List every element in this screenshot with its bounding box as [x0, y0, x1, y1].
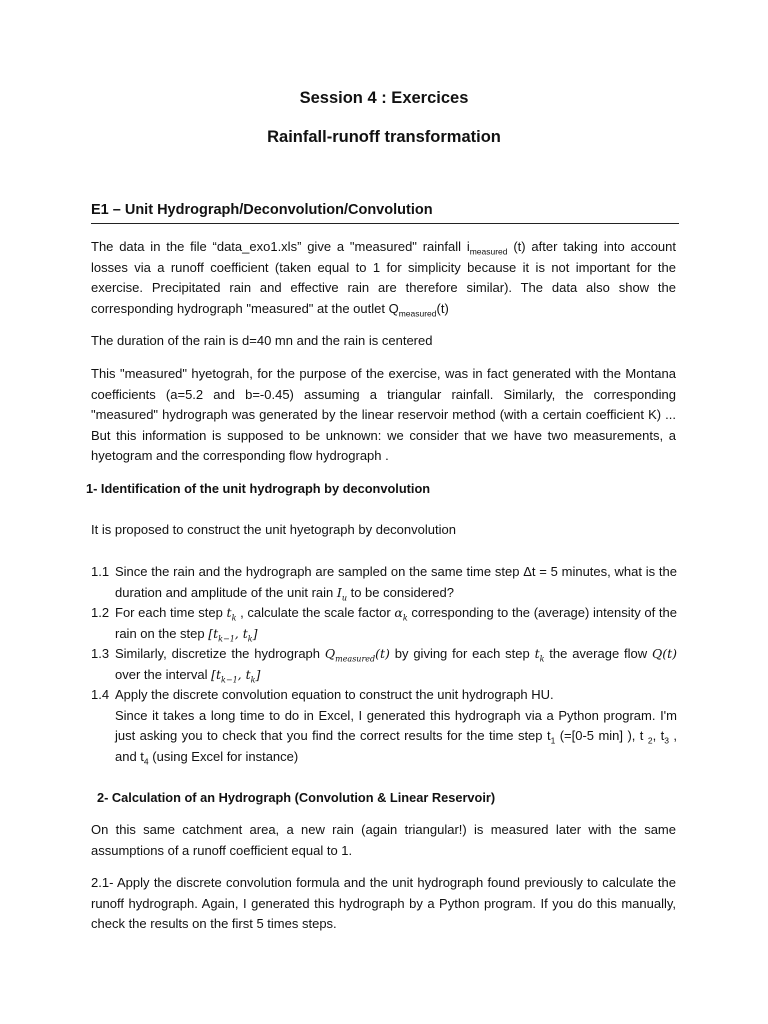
- text: over the interval: [115, 666, 212, 682]
- math-subscript: k: [402, 613, 408, 623]
- text: , t: [652, 728, 665, 744]
- question-1-2: [91, 603, 677, 644]
- document-subtitle: Rainfall-runoff transformation: [267, 128, 501, 146]
- section-heading-e1: E1 – Unit Hydrograph/Deconvolution/Convolution: [91, 202, 679, 224]
- math: , t: [237, 666, 251, 682]
- math: Q: [324, 646, 336, 661]
- math: I: [336, 584, 342, 600]
- math-subscript: k: [250, 675, 256, 685]
- text: For each time step: [115, 605, 227, 620]
- text: Apply the discrete convolution equation to construct the unit hydrograph HU.: [115, 687, 554, 702]
- question-1-4: [91, 685, 677, 767]
- text: The data in the file “data_exo1.xls” give a "measured" rainfall i: [91, 239, 470, 254]
- subscript: measured: [398, 308, 437, 319]
- math-subscript: k−1: [218, 634, 235, 644]
- question-1-1: [91, 562, 677, 603]
- math: t: [534, 646, 540, 661]
- part2-paragraph-2-1: 2.1- Apply the discrete convolution formula and the unit hydrograph found previously to calculate the runoff hydrograph. Again, I generated this hydrograph by a Python program. If you do this manually, check the results on the first 5 times steps.: [91, 875, 676, 932]
- text: by giving for each step: [389, 646, 535, 661]
- e1-paragraph-duration: The duration of the rain is d=40 mn and the rain is centered: [91, 333, 433, 348]
- math: [t: [208, 625, 219, 641]
- text: Since the rain and the hydrograph are sampled on the same time step Δt = 5 minutes, what is the duration and amplitude of the unit rain: [115, 564, 677, 600]
- subscript: 4: [143, 756, 149, 767]
- question-1-3: [91, 644, 677, 685]
- text: (t): [436, 300, 449, 316]
- e1-paragraph-data-file: [91, 237, 676, 319]
- math: , t: [234, 625, 248, 641]
- math-subscript: k: [539, 654, 545, 664]
- question-number: 1.2: [91, 605, 110, 620]
- document-title: Session 4 : Exercices: [299, 89, 469, 107]
- math-subscript: k−1: [221, 675, 238, 685]
- subscript: 2: [647, 735, 653, 746]
- question-number: 1.4: [91, 687, 110, 702]
- part1-heading: 1- Identification of the unit hydrograph by deconvolution: [86, 481, 431, 496]
- part2-heading: 2- Calculation of an Hydrograph (Convolution & Linear Reservoir): [97, 790, 496, 805]
- e1-paragraph-hyetograph: This "measured" hyetograh, for the purpose of the exercise, was in fact generated with the Montana coefficients (a=5.2 and b=-0.45) assuming a triangular rainfall. Similarly, the corresponding "measured" hydrograph was generated by the linear reservoir method (with a certain coefficient K) ... But this information is supposed to be unknown: we consider that we have two measurements, a hyetogram and the corresponding flow hydrograph .: [91, 366, 676, 464]
- math: t: [226, 605, 232, 620]
- text: (using Excel for instance): [148, 748, 299, 764]
- text: the average flow: [544, 646, 652, 661]
- math: ]: [255, 666, 261, 682]
- math-subscript: k: [231, 613, 237, 623]
- math: Q(t): [651, 646, 677, 661]
- subscript: 1: [550, 735, 556, 746]
- math: [t: [211, 666, 222, 682]
- text: , and t: [115, 728, 678, 764]
- question-number: 1.1: [91, 564, 110, 579]
- text: Since it takes a long time to do in Excel, I generated this hydrograph via a Python program. I'm just asking you to check that you find the correct results for the time step t: [115, 707, 677, 744]
- text: , calculate the scale factor: [236, 605, 395, 620]
- math: ]: [252, 625, 258, 641]
- question-number: 1.3: [91, 646, 110, 661]
- text: (=[0-5 min] ), t: [555, 728, 648, 744]
- text: corresponding to the (average) intensity of the rain on the step: [115, 605, 677, 641]
- part2-paragraph-new-rain: On this same catchment area, a new rain (again triangular!) is measured later with the same assumptions of a runoff coefficient equal to 1.: [91, 822, 676, 858]
- math: (t): [375, 646, 390, 661]
- math-subscript: measured: [335, 654, 376, 664]
- subscript: 3: [664, 735, 669, 746]
- subscript: measured: [469, 246, 508, 257]
- text: to be considered?: [346, 584, 454, 600]
- math-subscript: k: [247, 634, 253, 644]
- math-subscript: u: [341, 593, 347, 603]
- part1-intro: It is proposed to construct the unit hyetograph by deconvolution: [91, 522, 456, 537]
- text: (t) after taking into account losses via a runoff coefficient (taken equal to 1 for simplicity because it is not important for the exercise. Precipitated rain and effective rain are therefore similar). The data also show the corresponding hydrograph "measured" at the outlet Q: [91, 239, 677, 316]
- text: Similarly, discretize the hydrograph: [115, 646, 325, 661]
- math: α: [394, 605, 403, 620]
